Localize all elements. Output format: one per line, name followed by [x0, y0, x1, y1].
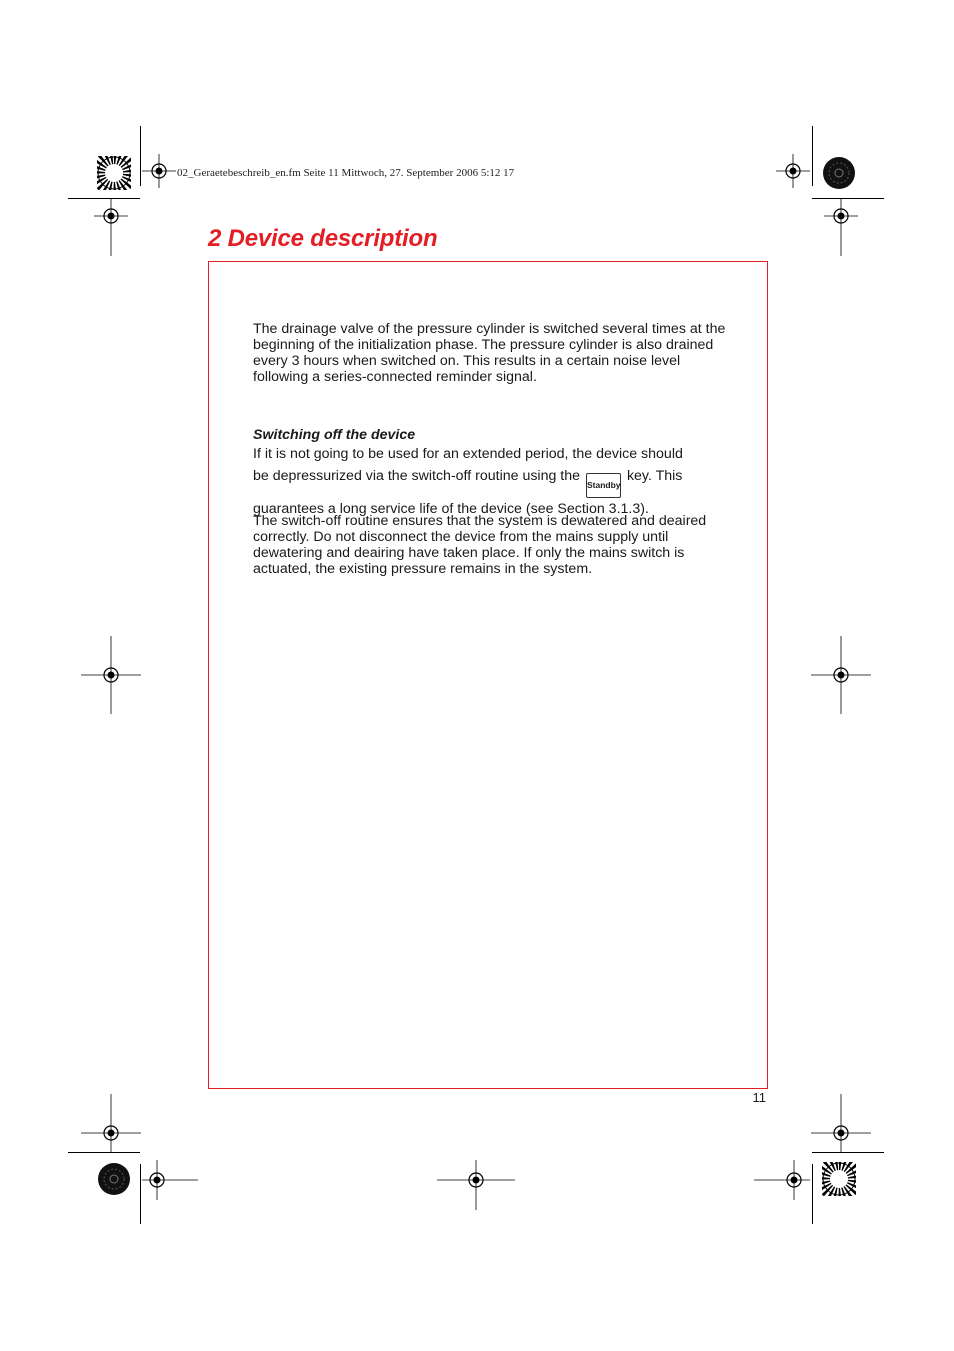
registration-mark-icon — [776, 154, 810, 188]
registration-mark-icon — [81, 636, 141, 714]
chapter-title: 2 Device description — [208, 225, 438, 252]
crop-mark-bottom-right-horizontal — [812, 1152, 884, 1153]
switching-off-text-before-key: If it is not going to be used for an extended period, the device should be depressurized via the switch-off routine using the — [253, 446, 683, 484]
registration-mark-icon — [811, 1094, 871, 1152]
registration-mark-icon — [81, 1094, 141, 1152]
content-frame — [208, 261, 768, 1089]
star-target-icon — [97, 1162, 131, 1196]
paragraph-switch-off-routine: The switch-off routine ensures that the system is dewatered and deaired correctly. Do not disconnect the device from the mains supply until dewatering and deairing have taken place. If only the mains switch is actuated, the existing pressure remains in the system. — [253, 513, 707, 577]
registration-mark-icon — [437, 1160, 515, 1210]
paragraph-drainage-valve: The drainage valve of the pressure cylinder is switched several times at the beginning of the initialization phase. The pressure cylinder is also drained every 3 hours when switched on. This results in a certain noise level following a series-connected reminder signal. — [253, 321, 726, 385]
crop-mark-bottom-left-horizontal — [68, 1152, 140, 1153]
crop-mark-bottom-right-vertical — [812, 1164, 813, 1224]
star-target-icon — [822, 1162, 856, 1196]
registration-mark-icon — [754, 1160, 810, 1200]
crop-mark-top-right-vertical — [812, 126, 813, 186]
page-number: 11 — [752, 1090, 766, 1105]
registration-mark-icon — [811, 636, 871, 714]
registration-mark-icon — [824, 198, 858, 256]
switching-off-text-after-key: key. This guarantees a long service life of the device (see Section 3.1.3). — [253, 468, 683, 517]
crop-mark-top-left-vertical — [140, 126, 141, 186]
switching-off-section — [253, 427, 733, 520]
paragraph-switching-off — [253, 443, 698, 520]
star-target-icon — [822, 156, 856, 190]
registration-mark-icon — [94, 198, 128, 256]
file-info-header: 02_Geraetebeschreib_en.fm Seite 11 Mittwoch, 27. September 2006 5:12 17 — [177, 167, 515, 179]
crop-mark-bottom-left-vertical — [140, 1164, 141, 1224]
registration-mark-icon — [142, 154, 176, 188]
registration-mark-icon — [142, 1160, 198, 1200]
star-target-icon — [97, 156, 131, 190]
section-heading-switching-off: Switching off the device — [253, 427, 416, 443]
standby-key-icon: Standby — [586, 473, 621, 498]
